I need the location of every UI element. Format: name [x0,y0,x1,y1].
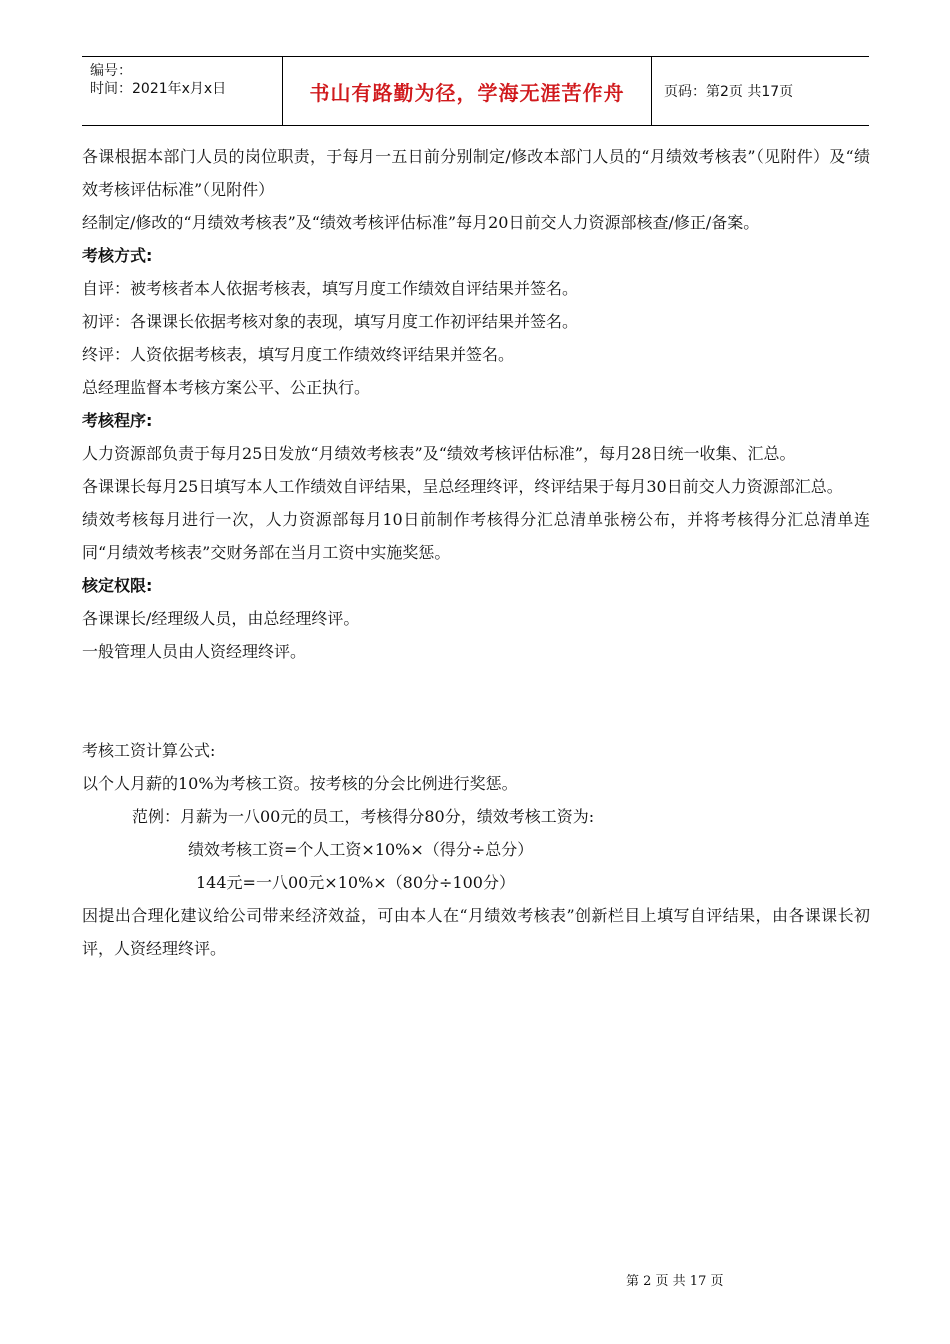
header-meta [82,57,282,125]
paragraph: 各课根据本部门人员的岗位职责，于每月一五日前分别制定/修改本部门人员的“月绩效考核表”（见附件）及“绩效考核评估标准”（见附件） [82,147,870,199]
section-heading: 考核程序: [82,411,153,430]
paragraph: 以个人月薪的10%为考核工资。按考核的分会比例进行奖惩。 [82,774,518,793]
formula-line: 绩效考核工资=个人工资×10%×（得分÷总分） [188,840,534,859]
section-heading: 考核方式: [82,246,153,265]
paragraph: 总经理监督本考核方案公平、公正执行。 [82,378,371,397]
blank-space [82,668,870,734]
document-body [82,140,870,965]
header-page-info: 页码：第2页 共17页 [664,84,794,100]
paragraph: 经制定/修改的“月绩效考核表”及“绩效考核评估标准”每月20日前交人力资源部核查/修正/备案。 [82,213,760,232]
formula-example-line: 144元=一八00元×10%×（80分÷100分） [196,873,515,892]
paragraph: 初评：各课课长依据考核对象的表现，填写月度工作初评结果并签名。 [82,312,579,331]
header-motto-cell [282,57,652,125]
paragraph: 一般管理人员由人资经理终评。 [82,642,307,661]
paragraph: 自评：被考核者本人依据考核表，填写月度工作绩效自评结果并签名。 [82,279,579,298]
header-motto: 书山有路勤为径，学海无涯苦作舟 [309,80,625,105]
paragraph: 终评：人资依据考核表，填写月度工作绩效终评结果并签名。 [82,345,515,364]
paragraph: 各课课长/经理级人员，由总经理终评。 [82,609,360,628]
paragraph: 各课课长每月25日填写本人工作绩效自评结果，呈总经理终评，终评结果于每月30日前交人力资源部汇总。 [82,477,843,496]
section-heading: 核定权限: [82,576,153,595]
document-number-label: 编号： [90,63,132,79]
paragraph: 考核工资计算公式: [82,741,216,760]
document-time-label: 时间：2021年x月x日 [90,81,227,97]
example-line: 范例：月薪为一八00元的员工，考核得分80分，绩效考核工资为: [132,807,595,826]
paragraph: 因提出合理化建议给公司带来经济效益，可由本人在“月绩效考核表”创新栏目上填写自评结果，由各课课长初评，人资经理终评。 [82,906,870,958]
page-footer: 第 2 页 共 17 页 [626,1274,724,1289]
paragraph: 人力资源部负责于每月25日发放“月绩效考核表”及“绩效考核评估标准”，每月28日统一收集、汇总。 [82,444,796,463]
header-page-info-cell [652,57,869,125]
document-header [82,56,869,126]
paragraph: 绩效考核每月进行一次，人力资源部每月10日前制作考核得分汇总清单张榜公布，并将考核得分汇总清单连同“月绩效考核表”交财务部在当月工资中实施奖惩。 [82,510,870,562]
